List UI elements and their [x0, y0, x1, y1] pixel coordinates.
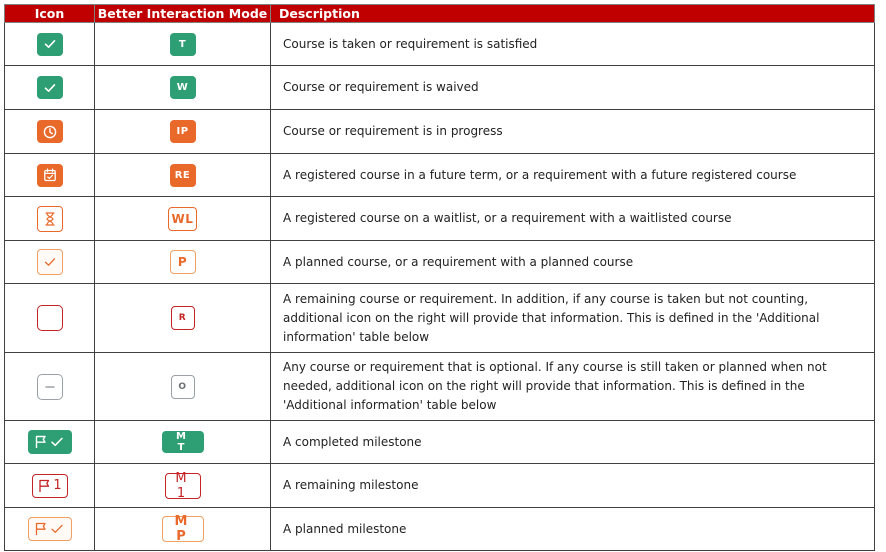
mode-cell [95, 464, 271, 508]
icon-cell [5, 284, 95, 353]
mode-badge-planned: P [170, 250, 196, 274]
mode-badge-completed-milestone: M T [162, 431, 204, 453]
mode-badge-registered: RE [170, 164, 196, 187]
check-icon [37, 249, 63, 275]
description-optional: Any course or requirement that is optional. If any course is still taken or planned when not needed, additional icon on the right will provide that information. This is defined in the 'Additional information' table below [271, 353, 875, 421]
calendar-icon [37, 164, 63, 187]
mode-badge-in-progress: IP [170, 120, 196, 143]
icon-cell [5, 154, 95, 197]
icon-cell [5, 508, 95, 551]
icon-cell [5, 241, 95, 284]
check-icon [37, 76, 63, 99]
mode-cell [95, 23, 271, 66]
mode-cell [95, 421, 271, 464]
description-remaining: A remaining course or requirement. In addition, if any course is taken but not counting, additional icon on the right will provide that information. This is defined in the 'Additional information' table below [271, 284, 875, 353]
table-row-waitlist [5, 197, 875, 241]
mode-badge-optional: O [171, 375, 195, 399]
check-icon [37, 33, 63, 56]
description-registered: A registered course in a future term, or a requirement with a future registered course [271, 154, 875, 197]
mode-cell [95, 241, 271, 284]
table-row-optional [5, 353, 875, 421]
table-row-waived [5, 66, 875, 110]
table-row-planned-milestone [5, 508, 875, 551]
icon-cell [5, 464, 95, 508]
table-row-taken [5, 23, 875, 66]
clock-icon [37, 120, 63, 143]
mode-cell [95, 197, 271, 241]
description-waitlist: A registered course on a waitlist, or a requirement with a waitlisted course [271, 197, 875, 241]
icon-cell [5, 421, 95, 464]
milestone-number: 1 [53, 478, 62, 493]
flag-check-icon [28, 430, 72, 454]
table-row-in-progress [5, 110, 875, 154]
mode-cell [95, 508, 271, 551]
icon-cell [5, 23, 95, 66]
table-row-remaining [5, 284, 875, 353]
description-remaining-milestone: A remaining milestone [271, 464, 875, 508]
description-planned: A planned course, or a requirement with a planned course [271, 241, 875, 284]
table-row-registered [5, 154, 875, 197]
mode-badge-taken: T [170, 33, 196, 56]
icon-cell [5, 66, 95, 110]
mode-badge-planned-milestone: M P [162, 516, 204, 542]
icon-cell [5, 110, 95, 154]
column-header-description: Description [271, 5, 875, 23]
description-planned-milestone: A planned milestone [271, 508, 875, 551]
mode-cell [95, 154, 271, 197]
table-row-planned [5, 241, 875, 284]
description-in-progress: Course or requirement is in progress [271, 110, 875, 154]
flag-number-icon [32, 474, 68, 498]
mode-badge-remaining: R [171, 306, 195, 330]
table-row-remaining-milestone [5, 464, 875, 508]
status-legend-table [4, 4, 875, 551]
description-taken: Course is taken or requirement is satisfied [271, 23, 875, 66]
table-header-row [5, 5, 875, 23]
mode-cell [95, 66, 271, 110]
mode-badge-waived: W [170, 76, 196, 99]
mode-badge-waitlist: WL [168, 207, 198, 231]
column-header-icon: Icon [5, 5, 95, 23]
description-completed-milestone: A completed milestone [271, 421, 875, 464]
column-header-mode: Better Interaction Mode [95, 5, 271, 23]
empty-square-icon [37, 305, 63, 331]
table-row-completed-milestone [5, 421, 875, 464]
minus-icon [37, 374, 63, 400]
flag-check-icon [28, 517, 72, 541]
icon-cell [5, 197, 95, 241]
mode-cell [95, 110, 271, 154]
mode-cell [95, 284, 271, 353]
icon-cell [5, 353, 95, 421]
description-waived: Course or requirement is waived [271, 66, 875, 110]
mode-cell [95, 353, 271, 421]
hourglass-icon [37, 206, 63, 232]
mode-badge-remaining-milestone: M 1 [165, 473, 201, 499]
